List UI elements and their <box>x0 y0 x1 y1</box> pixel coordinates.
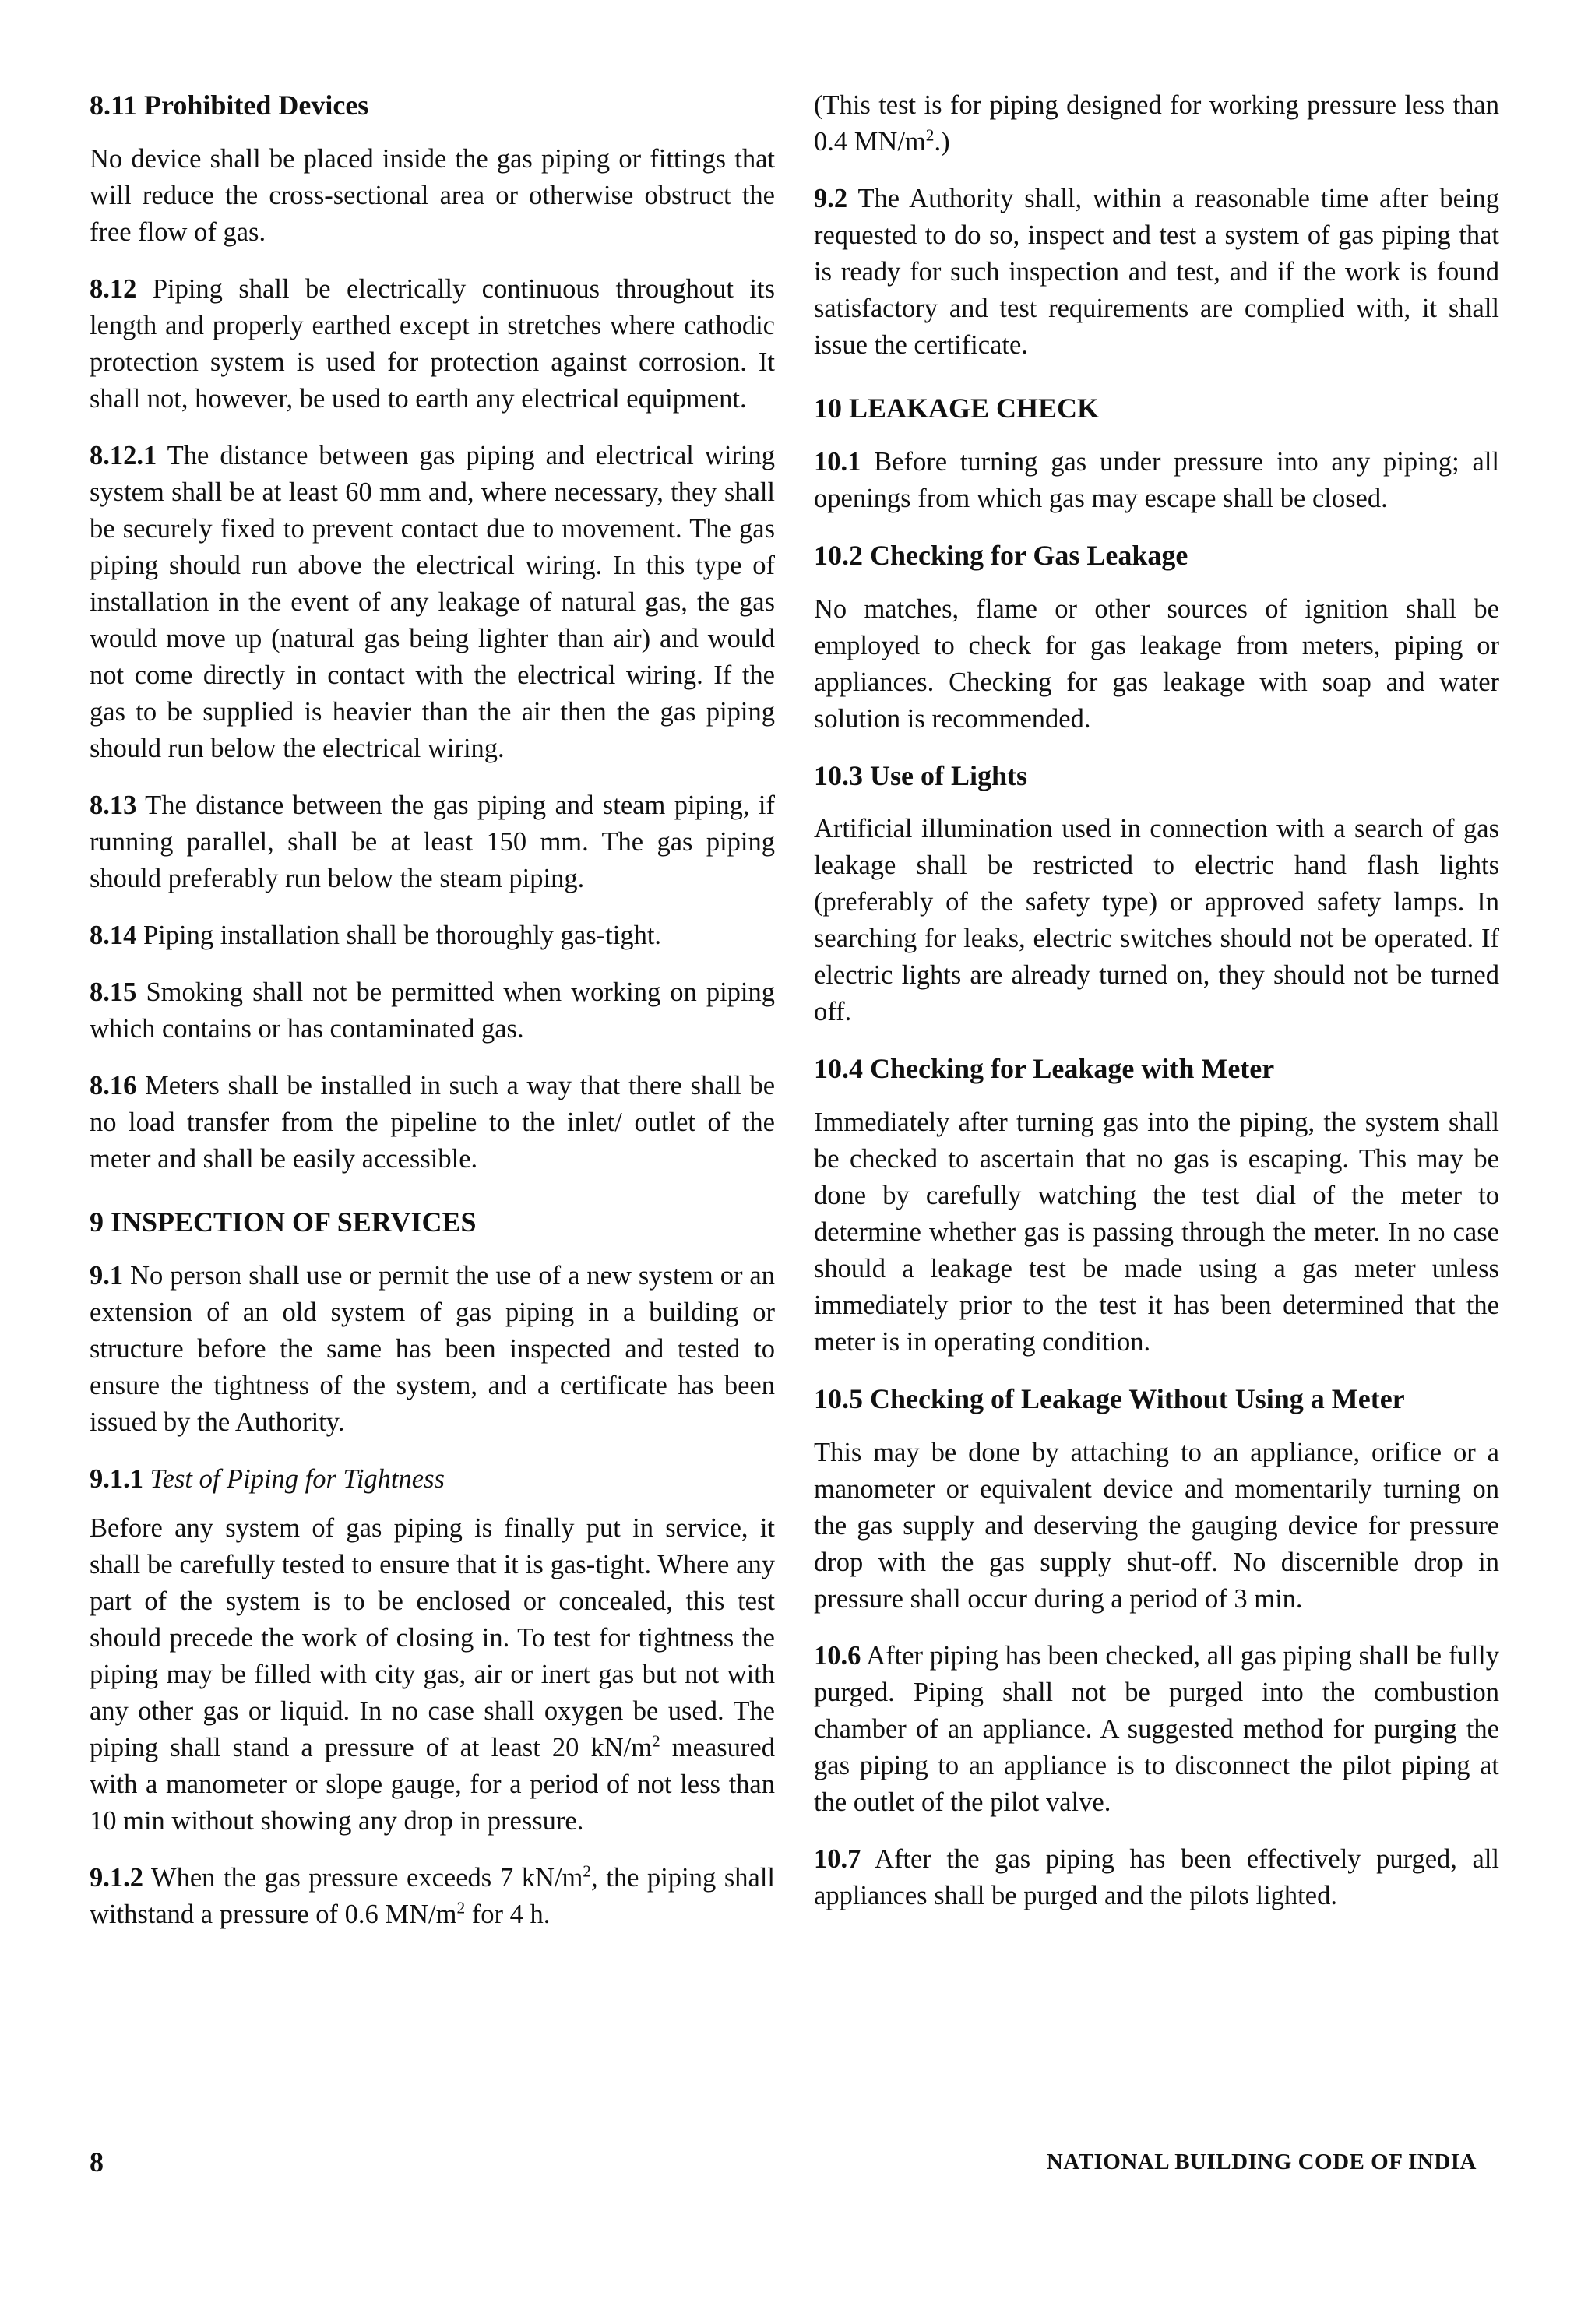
clause-text: , the piping shall withstand a pressure of 0.6 MN/m <box>90 1862 775 1929</box>
clause-number: 9.1 <box>90 1260 124 1291</box>
clause-text: After piping has been checked, all gas piping shall be fully purged. Piping shall not be purged into the combustion chamber of an appliance. A suggested method for purging the gas piping to an appliance is to disconnect the pilot piping at the outlet of the pilot valve. <box>814 1640 1499 1817</box>
clause-text: Piping installation shall be thoroughly gas-tight. <box>143 920 662 950</box>
clause-text: for 4 h. <box>465 1899 551 1929</box>
clause-text: No person shall use or permit the use of a new system or an extension of an old system of gas piping in a building or structure before the same has been inspected and tested to ensure the tightness of the system, and a certificate has been issued by the Authority. <box>90 1260 775 1437</box>
clause-text: Piping shall be electrically continuous throughout its length and properly earthed except in stretches where cathodic protection system is used for protection against corrosion. It shall not, however, be used to earth any electrical equipment. <box>90 273 775 414</box>
clause-number: 10.7 <box>814 1843 861 1874</box>
clause-8-15 <box>90 974 775 1048</box>
clause-10-3 <box>814 811 1499 1030</box>
clause-text: Before any system of gas piping is finally put in service, it shall be carefully tested to ensure that it is gas-tight. Where any part of the system is to be enclosed or concealed, this test should precede the work of closing in. To test for tightness the piping may be filled with city gas, air or inert gas but not with any other gas or liquid. In no case shall oxygen be used. The piping shall stand a pressure of at least 20 kN/m <box>90 1512 775 1762</box>
clause-number: 9.1.1 <box>90 1463 143 1494</box>
clause-text: .) <box>934 127 950 157</box>
clause-9-2 <box>814 181 1499 364</box>
clause-10-1 <box>814 444 1499 517</box>
clause-text: Meters shall be installed in such a way that there shall be no load transfer from the pipeline to the inlet/ outlet of the meter and shall be easily accessible. <box>90 1070 776 1174</box>
page-number: 8 <box>90 2146 104 2178</box>
clause-8-11 <box>90 141 775 251</box>
superscript: 2 <box>456 1898 466 1917</box>
clause-number: 9.1.2 <box>90 1862 143 1893</box>
clause-8-13 <box>90 787 775 897</box>
clause-9-1-2-continued <box>814 87 1499 160</box>
clause-8-12-1 <box>90 438 775 767</box>
clause-8-12 <box>90 271 775 417</box>
clause-10-2 <box>814 591 1499 738</box>
clause-number: 8.12.1 <box>90 440 157 470</box>
clause-text: The distance between the gas piping and steam piping, if running parallel, shall be at least 150 mm. The gas piping should preferably run below the steam piping. <box>90 790 775 893</box>
clause-text: measured with a manometer or slope gauge, for a period of not less than 10 min without showing any drop in pressure. <box>90 1732 775 1836</box>
superscript: 2 <box>652 1731 660 1751</box>
clause-10-7 <box>814 1841 1499 1914</box>
clause-text: Immediately after turning gas into the piping, the system shall be checked to ascertain that no gas is escaping. This may be done by carefully watching the test dial of the meter to determine whether gas is passing through the meter. In no case should a leakage test be made using a gas meter unless immediately prior to the test it has been determined that the meter is in operating condition. <box>814 1107 1499 1357</box>
clause-title: Test of Piping for Tightness <box>150 1463 445 1494</box>
heading-10-2: 10.2 Checking for Gas Leakage <box>814 539 1188 571</box>
clause-number: 8.15 <box>90 977 137 1007</box>
clause-number: 8.12 <box>90 273 137 304</box>
clause-10-6 <box>814 1638 1499 1821</box>
clause-10-5 <box>814 1435 1499 1618</box>
clause-text: The Authority shall, within a reasonable time after being requested to do so, inspect and test a system of gas piping that is ready for such inspection and test, and if the work is found satisfactory and test requirements are complied with, it shall issue the certificate. <box>814 184 1499 360</box>
clause-9-1 <box>90 1258 775 1441</box>
publication-title: NATIONAL BUILDING CODE OF INDIA <box>1046 2150 1477 2174</box>
superscript: 2 <box>925 125 935 145</box>
right-column <box>814 87 1499 1935</box>
clause-8-14 <box>90 917 775 954</box>
clause-10-4 <box>814 1104 1499 1361</box>
heading-10-5: 10.5 Checking of Leakage Without Using a Meter <box>814 1383 1405 1415</box>
clause-9-1-1 <box>90 1510 775 1840</box>
heading-10: 10 LEAKAGE CHECK <box>814 393 1100 424</box>
clause-9-1-2 <box>90 1860 775 1933</box>
clause-text: Before turning gas under pressure into any piping; all openings from which gas may escape shall be closed. <box>814 446 1499 513</box>
clause-text: No device shall be placed inside the gas piping or fittings that will reduce the cross-sectional area or otherwise obstruct the free flow of gas. <box>90 143 775 247</box>
clause-text: After the gas piping has been effectively purged, all appliances shall be purged and the pilots lighted. <box>814 1843 1499 1910</box>
clause-number: 10.1 <box>814 446 861 477</box>
superscript: 2 <box>583 1861 591 1881</box>
left-column <box>90 87 775 1953</box>
clause-text: Artificial illumination used in connection with a search of gas leakage shall be restricted to electric hand flash lights (preferably of the safety type) or approved safety lamps. In searching for leaks, electric switches should not be operated. If electric lights are already turned on, they should not be turned off. <box>814 814 1499 1027</box>
heading-10-3: 10.3 Use of Lights <box>814 759 1028 791</box>
clause-text: (This test is for piping designed for working pressure less than 0.4 MN/m <box>814 90 1499 157</box>
clause-8-16 <box>90 1068 775 1178</box>
clause-text: No matches, flame or other sources of ignition shall be employed to check for gas leakage from meters, piping or appliances. Checking for gas leakage with soap and water solution is recommended. <box>814 593 1499 734</box>
clause-text: When the gas pressure exceeds 7 kN/m <box>151 1862 583 1893</box>
clause-number: 10.6 <box>814 1640 861 1671</box>
heading-10-4: 10.4 Checking for Leakage with Meter <box>814 1053 1275 1085</box>
clause-number: 8.16 <box>90 1070 137 1100</box>
clause-9-1-1-title <box>90 1461 775 1498</box>
clause-text: Smoking shall not be permitted when working on piping which contains or has contaminated gas. <box>90 977 776 1044</box>
clause-text: This may be done by attaching to an appliance, orifice or a manometer or equivalent device and momentarily turning on the gas supply and deserving the gauging device for pressure drop with the gas supply shut-off. No discernible drop in pressure shall occur during a period of 3 min. <box>814 1437 1499 1614</box>
heading-8-11: 8.11 Prohibited Devices <box>90 90 369 121</box>
clause-number: 8.14 <box>90 920 137 950</box>
clause-number: 8.13 <box>90 790 137 820</box>
heading-9: 9 INSPECTION OF SERVICES <box>90 1206 477 1238</box>
clause-text: The distance between gas piping and electrical wiring system shall be at least 60 mm and, where necessary, they shall be securely fixed to prevent contact due to movement. The gas piping should run above the electrical wiring. In this type of installation in the event of any leakage of natural gas, the gas would move up (natural gas being lighter than air) and would not come directly in contact with the electrical wiring. If the gas to be supplied is heavier than the air then the gas piping should run below the electrical wiring. <box>90 440 775 763</box>
clause-number: 9.2 <box>814 184 848 213</box>
